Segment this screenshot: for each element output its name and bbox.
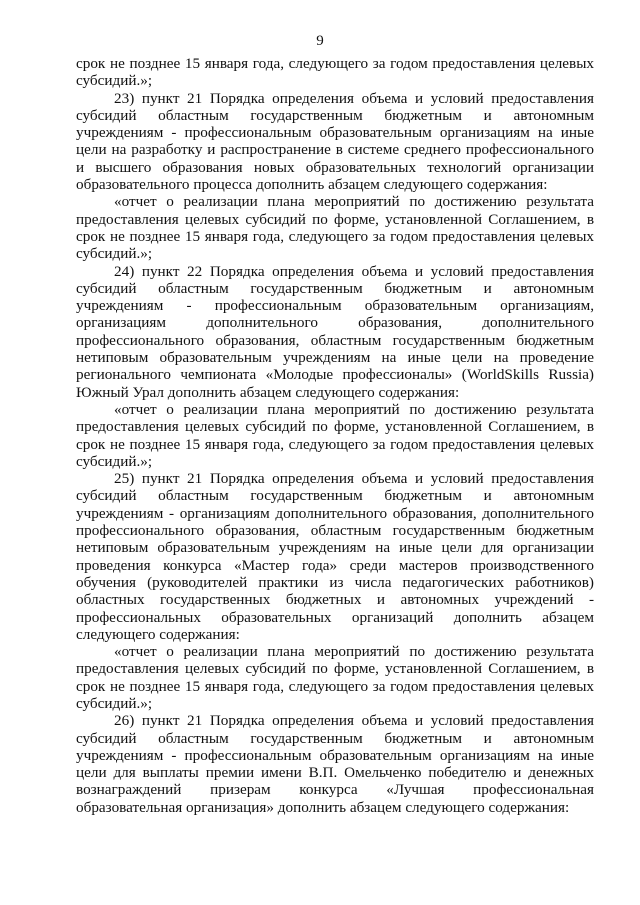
document-body (76, 55, 594, 816)
paragraph-quote: «отчет о реализации плана мероприятий по достижению результата предоставления целевых субсидий по форме, установленной Соглашением, в срок не позднее 15 января года, следующего за годом предоставления целевых субсидий.»; (76, 193, 594, 263)
paragraph-quote: «отчет о реализации плана мероприятий по достижению результата предоставления целевых субсидий по форме, установленной Соглашением, в срок не позднее 15 января года, следующего за годом предоставления целевых субсидий.»; (76, 643, 594, 712)
paragraph-item-24: 24) пункт 22 Порядка определения объема и условий предоставления субсидий областным государственным бюджетным и автономным учреждениям - профессиональным образовательным организациям, организациям дополнительного образования, дополнительного профессионального образования, областным государственным бюджетным нетиповым образовательным учреждениям на иные цели на проведение регионального чемпионата «Молодые профессионалы» (WorldSkills Russia) Южный Урал дополнить абзацем следующего содержания: (76, 262, 594, 401)
page-number: 9 (316, 33, 324, 49)
paragraph-quote: «отчет о реализации плана мероприятий по достижению результата предоставления целевых субсидий по форме, установленной Соглашением, в срок не позднее 15 января года, следующего за годом предоставления целевых субсидий.»; (76, 400, 594, 470)
paragraph-item-26: 26) пункт 21 Порядка определения объема и условий предоставления субсидий областным государственным бюджетным и автономным учреждениям - профессиональным образовательным организациям на иные цели для выплаты премии имени В.П. Омельченко победителю и денежных вознаграждений призерам конкурса «Лучшая профессиональная образовательная организация» дополнить абзацем следующего содержания: (76, 712, 594, 816)
paragraph-item-23: 23) пункт 21 Порядка определения объема и условий предоставления субсидий областным государственным бюджетным и автономным учреждениям - профессиональным образовательным организациям на иные цели на разработку и распространение в системе среднего профессионального и высшего образования новых образовательных технологий организации образовательного процесса дополнить абзацем следующего содержания: (76, 89, 594, 194)
paragraph-continuation: срок не позднее 15 января года, следующего за годом предоставления целевых субсидий.»; (76, 55, 594, 90)
paragraph-item-25: 25) пункт 21 Порядка определения объема и условий предоставления субсидий областным государственным бюджетным и автономным учреждениям - организациям дополнительного образования, дополнительного профессионального образования, областным государственным бюджетным нетиповым образовательным учреждениям на иные цели для организации проведения конкурса «Мастер года» среди мастеров производственного обучения (руководителей практики из числа педагогических работников) областных государственных бюджетных и автономных учреждений - профессиональных образовательных организаций дополнить абзацем следующего содержания: (76, 470, 594, 643)
